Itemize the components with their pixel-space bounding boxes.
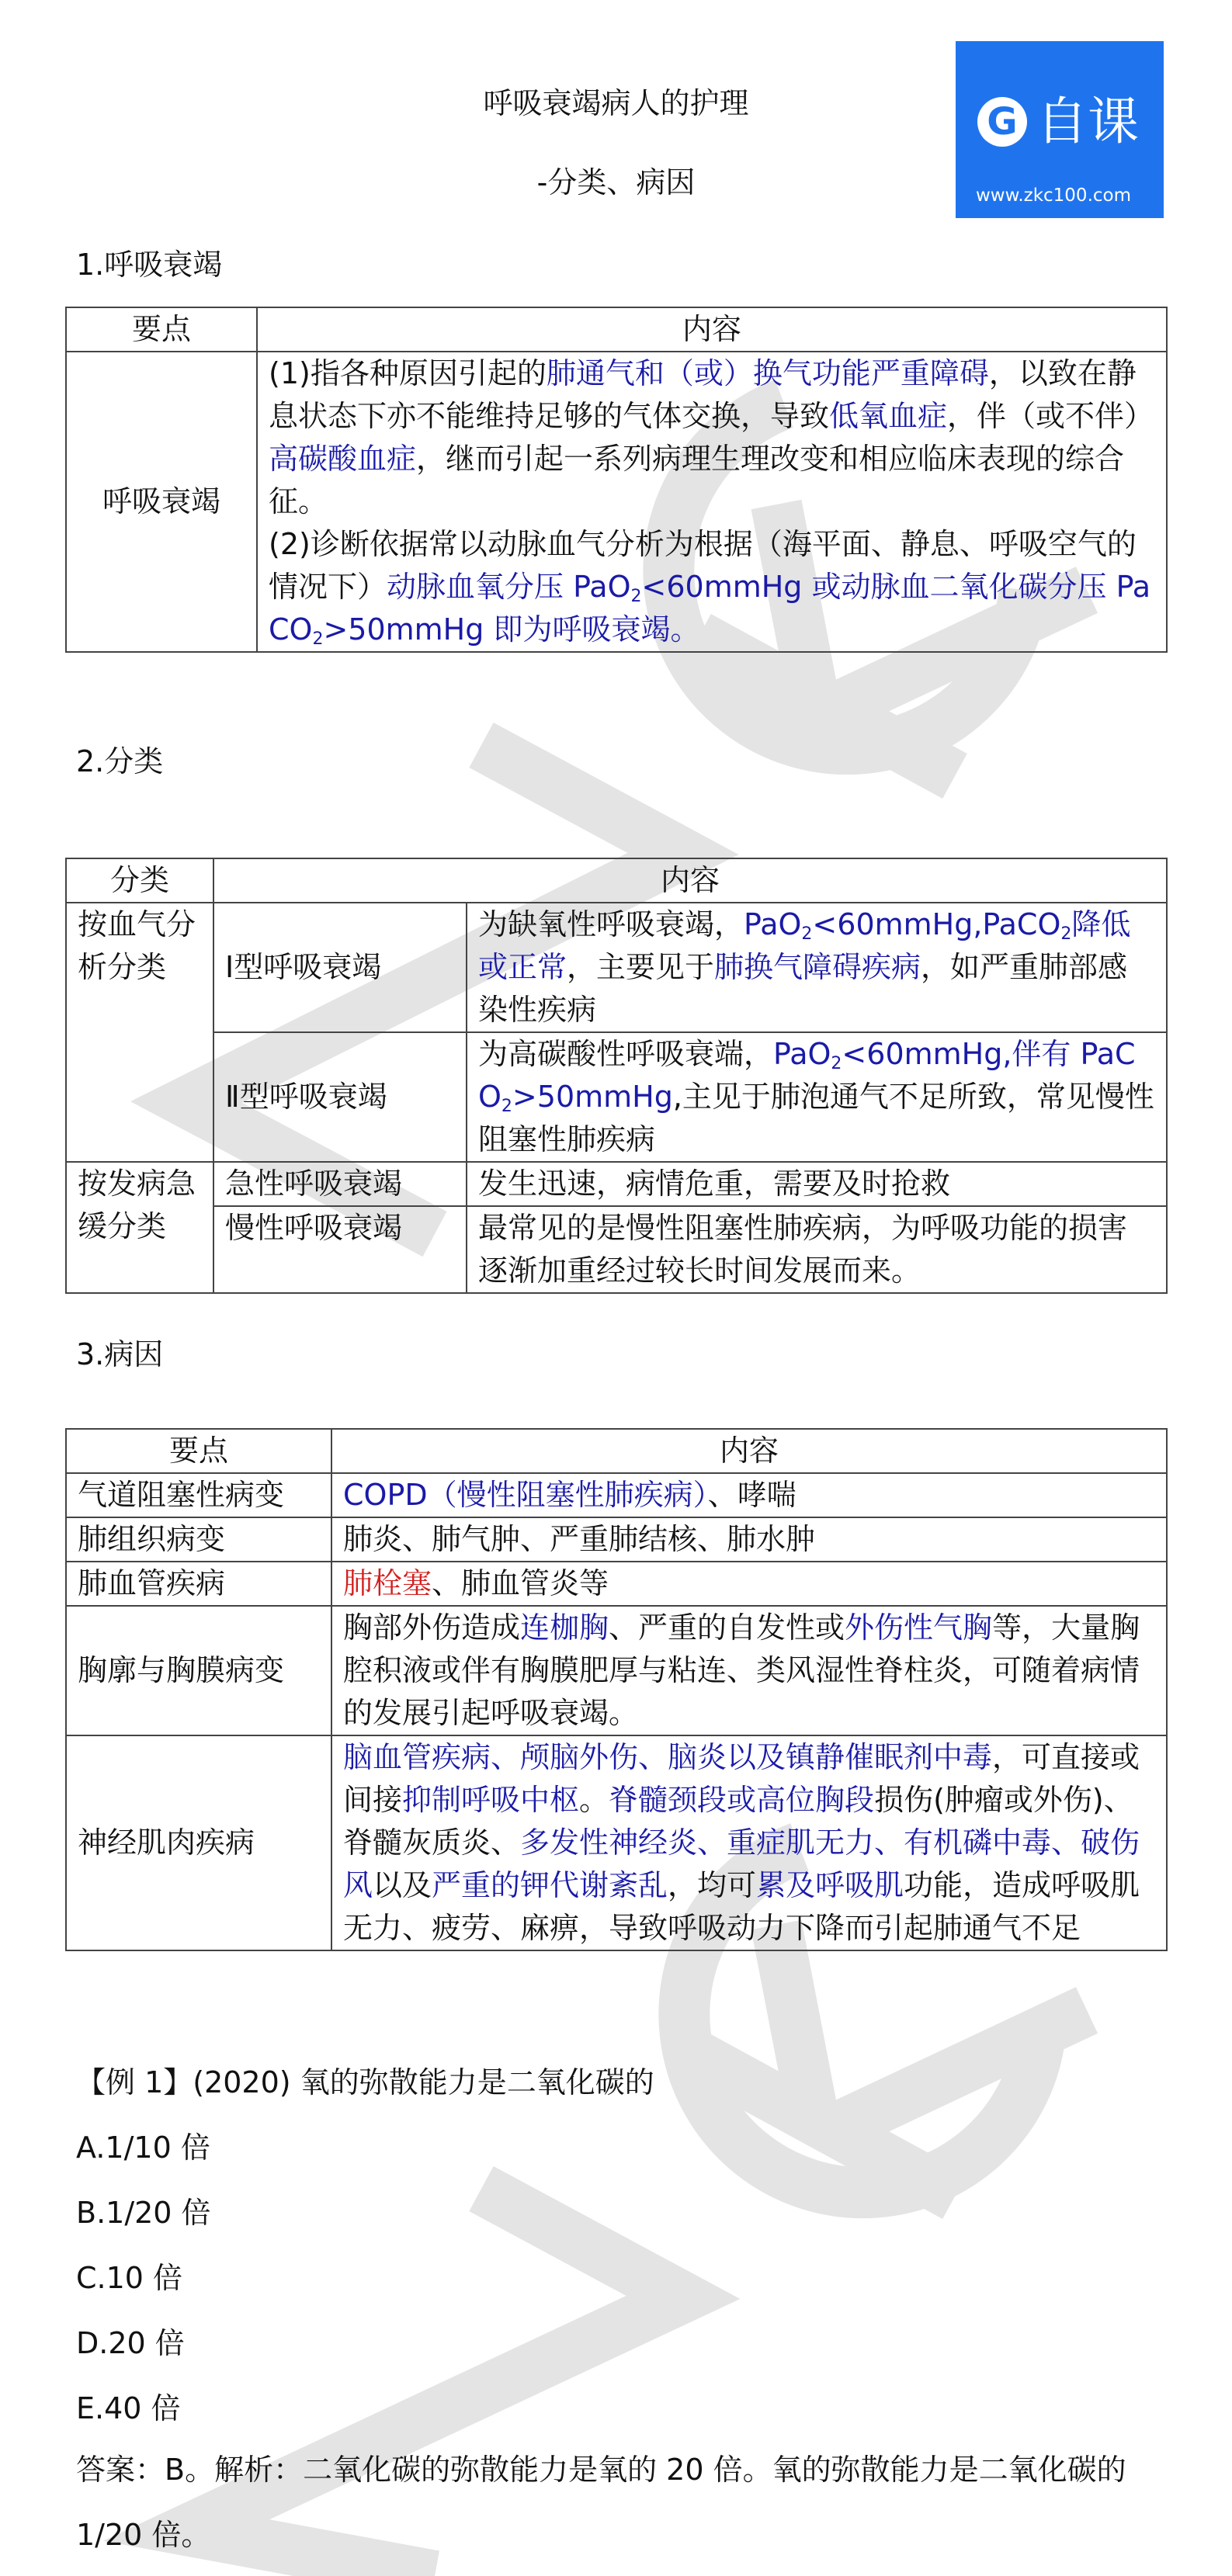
content-cell: 为高碳酸性呼吸衰端，PaO$_2$<60mmHg,伴有 PaCO$_2$>50mmHg,主见于肺泡通气不足所致，常见慢性阻塞性肺疾病 — [467, 1032, 1167, 1162]
point-cell: 肺组织病变 — [66, 1517, 331, 1562]
content-cell: (1)指各种原因引起的肺通气和（或）换气功能严重障碍，以致在静息状态下亦不能维持足够的气体交换，导致低氧血症，伴（或不伴）高碳酸血症，继而引起一系列病理生理改变和相应临床表现的综合征。 (2)诊断依据常以动脉血气分析为根据（海平面、静息、呼吸空气的情况下）动脉血氧分压 PaO$_2$<60mmHg 或动脉血二氧化碳分压 PaCO$_2$>50mmHg 即为呼吸衰竭。 — [257, 352, 1167, 652]
option-d: D.20 倍 — [76, 2326, 185, 2360]
table-row — [66, 352, 1167, 652]
option-c: C.10 倍 — [76, 2261, 183, 2295]
page-subtitle: -分类、病因 — [536, 165, 696, 199]
logo-text: 自课 — [1036, 92, 1139, 151]
header-cell: 分类 — [66, 858, 213, 903]
watermark-k-2 — [699, 1925, 1087, 2196]
table-row — [66, 1517, 1167, 1562]
page-title: 呼吸衰竭病人的护理 — [483, 86, 749, 120]
table-row — [66, 1032, 1167, 1162]
table-row — [66, 1473, 1167, 1517]
group-cell: 按发病急缓分类 — [66, 1162, 213, 1293]
type-cell: Ⅱ型呼吸衰竭 — [213, 1032, 467, 1162]
point-cell: 胸廓与胸膜病变 — [66, 1606, 331, 1735]
type-cell: 慢性呼吸衰竭 — [213, 1206, 467, 1293]
section-2-heading: 2.分类 — [76, 744, 164, 778]
logo-url: www.zkc100.com — [976, 185, 1132, 206]
option-a: A.1/10 倍 — [76, 2130, 210, 2165]
option-e: E.40 倍 — [76, 2391, 181, 2425]
content-cell: 最常见的是慢性阻塞性肺疾病，为呼吸功能的损害逐渐加重经过较长时间发展而来。 — [467, 1206, 1167, 1293]
content-cell: 为缺氧性呼吸衰竭，PaO$_2$<60mmHg,PaCO$_2$降低或正常，主要见于肺换气障碍疾病，如严重肺部感染性疾病 — [467, 903, 1167, 1032]
table-row — [66, 1735, 1167, 1950]
header-cell: 内容 — [257, 307, 1167, 352]
section-1-heading: 1.呼吸衰竭 — [76, 248, 223, 282]
header-cell: 内容 — [331, 1429, 1167, 1473]
section-1-table — [65, 307, 1168, 653]
content-cell: 肺栓塞、肺血管炎等 — [331, 1562, 1167, 1606]
section-3-table — [65, 1428, 1168, 1951]
type-cell: Ⅰ型呼吸衰竭 — [213, 903, 467, 1032]
content-cell: 脑血管疾病、颅脑外伤、脑炎以及镇静催眠剂中毒，可直接或间接抑制呼吸中枢。脊髓颈段或高位胸段损伤(肿瘤或外伤)、脊髓灰质炎、多发性神经炎、重症肌无力、有机磷中毒、破伤风以及严重的钾代谢紊乱，均可累及呼吸肌功能，造成呼吸肌无力、疲劳、麻痹，导致呼吸动力下降而引起肺通气不足 — [331, 1735, 1167, 1950]
option-b: B.1/20 倍 — [76, 2196, 211, 2230]
table-row — [66, 1429, 1167, 1473]
example-question: 【例 1】(2020) 氧的弥散能力是二氧化碳的 — [76, 2065, 654, 2099]
content-cell: 发生迅速，病情危重，需要及时抢救 — [467, 1162, 1167, 1206]
table-row — [66, 858, 1167, 903]
table-row — [66, 307, 1167, 352]
header-cell: 要点 — [66, 1429, 331, 1473]
content-cell: 肺炎、肺气肿、严重肺结核、肺水肿 — [331, 1517, 1167, 1562]
point-cell: 气道阻塞性病变 — [66, 1473, 331, 1517]
content-cell: COPD（慢性阻塞性肺疾病）、哮喘 — [331, 1473, 1167, 1517]
point-cell: 呼吸衰竭 — [66, 352, 257, 652]
logo-mark-icon: G — [977, 97, 1027, 147]
table-row — [66, 903, 1167, 1032]
section-3-heading: 3.病因 — [76, 1337, 164, 1371]
table-row — [66, 1606, 1167, 1735]
table-row — [66, 1562, 1167, 1606]
point-cell: 肺血管疾病 — [66, 1562, 331, 1606]
header-cell: 要点 — [66, 307, 257, 352]
table-row — [66, 1162, 1167, 1206]
table-row — [66, 1206, 1167, 1293]
point-cell: 神经肌肉疾病 — [66, 1735, 331, 1950]
header-cell: 内容 — [213, 858, 1167, 903]
group-cell: 按血气分析分类 — [66, 903, 213, 1162]
content-cell: 胸部外伤造成连枷胸、严重的自发性或外伤性气胸等，大量胸腔积液或伴有胸膜肥厚与粘连、类风湿性脊柱炎，可随着病情的发展引起呼吸衰竭。 — [331, 1606, 1167, 1735]
section-2-table — [65, 858, 1168, 1294]
answer-explanation: 答案：B。解析：二氧化碳的弥散能力是氧的 20 倍。氧的弥散能力是二氧化碳的 1/20 倍。 — [76, 2453, 1126, 2552]
type-cell: 急性呼吸衰竭 — [213, 1162, 467, 1206]
